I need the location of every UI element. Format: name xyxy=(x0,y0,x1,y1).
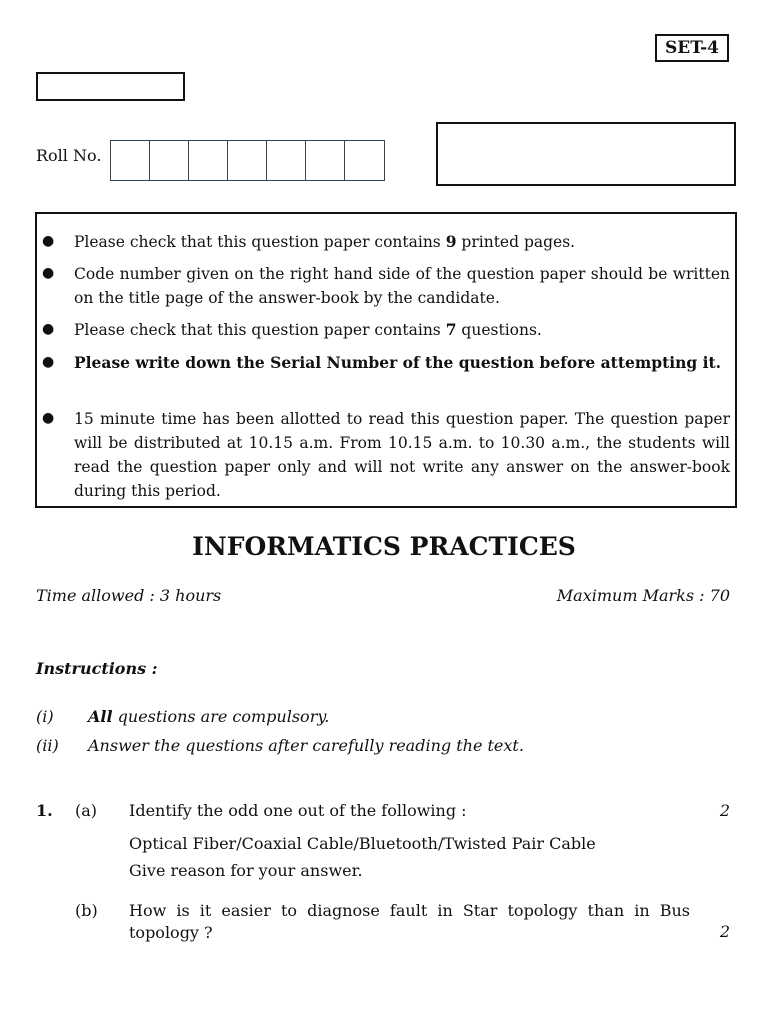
bullet-icon: ● xyxy=(42,410,55,426)
subquestion-label: (b) xyxy=(75,901,98,920)
notice-text: Please write down the Serial Number of the question before attempting it. xyxy=(74,353,722,372)
notice-text: Code number given on the right hand side of the question paper should be written on the title page of the answer-book by the candidate. xyxy=(74,265,730,307)
roll-cell[interactable] xyxy=(345,141,384,180)
paper-title: INFORMATICS PRACTICES xyxy=(192,532,576,561)
subquestion-label: (a) xyxy=(75,801,98,820)
roll-cell[interactable] xyxy=(267,141,306,180)
set-label: SET-4 xyxy=(655,34,729,62)
maximum-marks: Maximum Marks : 70 xyxy=(556,586,730,605)
bullet-icon: ● xyxy=(42,354,55,370)
instruction-number: (i) xyxy=(36,707,54,726)
bullet-icon: ● xyxy=(42,321,55,337)
subquestion-text: How is it easier to diagnose fault in Star topology than in Bus topology ? xyxy=(129,901,690,942)
roll-cell[interactable] xyxy=(111,141,150,180)
bullet-icon: ● xyxy=(42,233,55,249)
roll-cell[interactable] xyxy=(150,141,189,180)
roll-number-grid[interactable] xyxy=(110,140,385,181)
notice-text: Please check that this question paper contains 9 printed pages. xyxy=(74,232,576,251)
roll-cell[interactable] xyxy=(306,141,345,180)
question-reason: Give reason for your answer. xyxy=(129,861,363,880)
roll-number-label: Roll No. xyxy=(36,146,102,165)
question-options: Optical Fiber/Coaxial Cable/Bluetooth/Twisted Pair Cable xyxy=(129,834,596,853)
question-marks: 2 xyxy=(719,801,730,820)
roll-cell[interactable] xyxy=(189,141,228,180)
code-number-box xyxy=(36,72,185,101)
code-number-stamp-box xyxy=(436,122,736,186)
instruction-text: Answer the questions after carefully reading the text. xyxy=(88,736,524,755)
time-allowed: Time allowed : 3 hours xyxy=(36,586,222,605)
question-marks: 2 xyxy=(719,922,730,941)
notice-text: 15 minute time has been allotted to read this question paper. The question paper will be distributed at 10.15 a.m. From 10.15 a.m. to 10.30 a.m., the students will read the question paper only and will not write any answer on the answer-book during this period. xyxy=(74,410,730,500)
instruction-text: All questions are compulsory. xyxy=(88,707,330,726)
instructions-heading: Instructions : xyxy=(36,659,158,678)
roll-cell[interactable] xyxy=(228,141,267,180)
instruction-number: (ii) xyxy=(36,736,59,755)
notice-text: Please check that this question paper contains 7 questions. xyxy=(74,320,542,339)
notice-box xyxy=(35,212,737,508)
bullet-icon: ● xyxy=(42,265,55,281)
subquestion-text: Identify the odd one out of the following : xyxy=(129,801,467,820)
question-number: 1. xyxy=(36,801,53,820)
